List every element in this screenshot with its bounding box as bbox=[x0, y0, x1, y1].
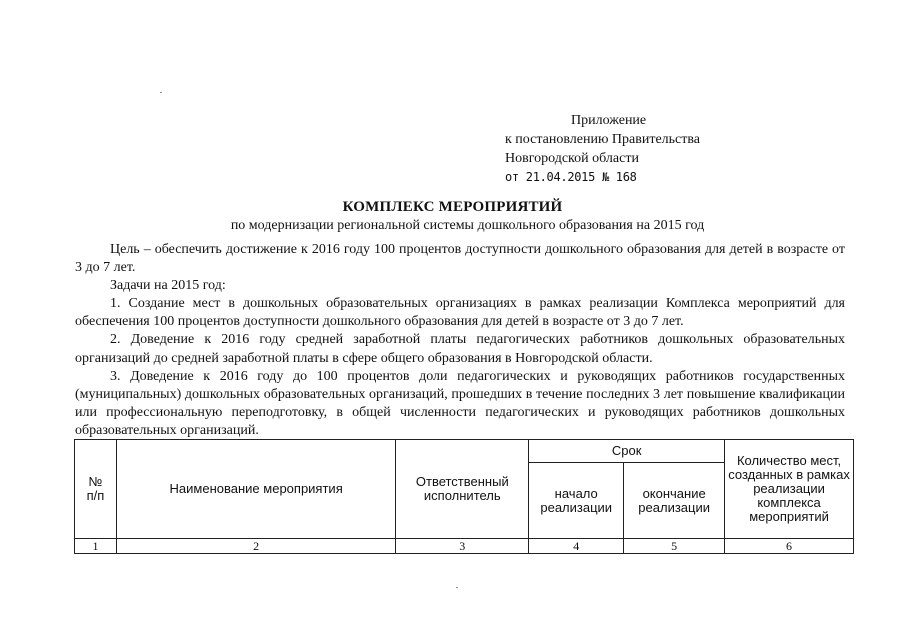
document-subtitle: по модернизации региональной системы дошкольного образования на 2015 год bbox=[230, 218, 705, 233]
header-end: окончание реализации bbox=[624, 463, 725, 539]
column-number-3: 3 bbox=[396, 539, 529, 554]
header-places-count: Количество мест, созданных в рамках реализации комплекса мероприятий bbox=[725, 440, 854, 539]
tasks-heading: Задачи на 2015 год: bbox=[110, 278, 226, 294]
header-responsible: Ответственный исполнитель bbox=[396, 440, 529, 539]
header-start: начало реализации bbox=[529, 463, 624, 539]
header-number: № п/п bbox=[75, 440, 117, 539]
task-2-paragraph: 2. Доведение к 2016 году средней заработной платы педагогических работников дошкольных образовательных организаций до средней заработной платы в сфере общего образования в Новгородской области. bbox=[75, 332, 845, 366]
task-3-paragraph: 3. Доведение к 2016 году до 100 процентов доли педагогических и руководящих работников государственных (муниципальных) дошкольных образовательных организаций, прошедших в течение последних 3 лет повышение квалификации или профессиональную переподготовку, в общей численности педагогических и руководящих работников дошкольных образовательных организаций. bbox=[75, 368, 845, 438]
column-number-5: 5 bbox=[624, 539, 725, 554]
task-1-paragraph: 1. Создание мест в дошкольных образовательных организациях в рамках реализации Комплекса мероприятий для обеспечения 100 процентов доступности дошкольного образования для детей в возрасте от 3 до 7 лет. bbox=[75, 296, 845, 330]
table-row bbox=[75, 539, 854, 554]
column-number-1: 1 bbox=[75, 539, 117, 554]
appendix-line-1: Приложение bbox=[571, 113, 647, 128]
header-term: Срок bbox=[529, 440, 725, 463]
goal-paragraph: Цель – обеспечить достижение к 2016 году 100 процентов доступности дошкольного образования для детей в возрасте от 3 до 7 лет. bbox=[75, 242, 845, 276]
appendix-line-3: Новгородской области bbox=[505, 151, 639, 166]
column-number-6: 6 bbox=[725, 539, 854, 554]
column-number-2: 2 bbox=[116, 539, 395, 554]
table-header-row bbox=[75, 440, 854, 463]
column-number-4: 4 bbox=[529, 539, 624, 554]
appendix-block bbox=[505, 111, 700, 187]
document-title: КОМПЛЕКС МЕРОПРИЯТИЙ bbox=[342, 199, 563, 215]
scan-speck bbox=[456, 587, 458, 588]
measures-table bbox=[74, 439, 854, 554]
scan-speck bbox=[160, 92, 162, 93]
document-body bbox=[75, 241, 845, 440]
header-measure-name: Наименование мероприятия bbox=[116, 440, 395, 539]
appendix-line-2: к постановлению Правительства bbox=[505, 132, 701, 147]
appendix-line-4: от 21.04.2015 № 168 bbox=[505, 170, 637, 184]
